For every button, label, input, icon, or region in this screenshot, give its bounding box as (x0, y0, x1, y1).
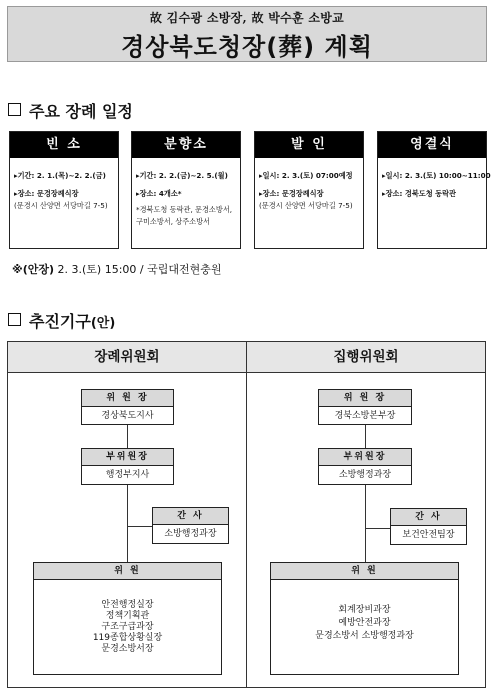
checkbox-square-icon (8, 313, 21, 326)
committee-title-right: 집행위원회 (247, 342, 485, 373)
card-title: 분향소 (132, 132, 240, 158)
member-name: 안전행정실장 (101, 600, 154, 610)
left-vice-chair-box (81, 448, 174, 485)
note-text: 2. 3.(토) 15:00 / 국립대전현충원 (54, 263, 222, 276)
card-line: ▸기간: 2. 2.(금)~2. 5.(월) (136, 171, 228, 180)
connector-line (365, 484, 366, 568)
role-name: 경북소방본부장 (334, 411, 396, 421)
card-line: ▸기간: 2. 1.(목)~2. 2.(금) (14, 171, 106, 180)
member-name: 문경소방서 소방행정과장 (315, 631, 414, 641)
schedule-card-binso (9, 131, 119, 249)
card-line: ▸장소: 문경장례식장 (259, 189, 324, 198)
card-line: *경북도청 동락관, 문경소방서, (136, 205, 233, 214)
member-list (34, 580, 221, 655)
right-secretary-box (390, 508, 467, 545)
role-label: 위 원 (271, 563, 458, 580)
right-members-box (270, 562, 459, 675)
role-label: 위 원 (34, 563, 221, 580)
schedule-card-departure (254, 131, 364, 249)
member-list (271, 580, 458, 643)
card-line: (문경시 산양면 서당마길 7-5) (14, 201, 108, 210)
connector-line (365, 424, 366, 448)
document-title: 경상북도청장(葬) 계획 (121, 33, 373, 61)
schedule-card-memorial (131, 131, 241, 249)
role-label: 부위원장 (319, 449, 411, 466)
role-name: 경상북도지사 (101, 411, 154, 421)
card-title: 빈 소 (10, 132, 118, 158)
member-name: 문경소방서장 (101, 644, 154, 654)
member-name: 119종합상황실장 (92, 633, 163, 643)
card-line: ▸일시: 2. 3.(토) 07:00예정 (259, 171, 353, 180)
left-members-box (33, 562, 222, 675)
left-secretary-box (152, 507, 229, 544)
role-name: 소방행정과장 (338, 470, 392, 480)
burial-note (12, 261, 222, 277)
card-line: ▸일시: 2. 3.(토) 10:00~11:00 (382, 171, 491, 180)
connector-line (127, 526, 153, 527)
section-title-suffix: (안) (90, 316, 116, 331)
card-line: ▸장소: 경북도청 동락관 (382, 189, 456, 198)
note-label: ※(안장) (12, 263, 55, 276)
member-name: 예방안전과장 (338, 618, 391, 628)
header-subtitle: 故 김수광 소방장, 故 박수훈 소방교 (149, 11, 345, 25)
checkbox-square-icon (8, 103, 21, 116)
section-heading-schedule (8, 99, 133, 122)
role-label: 간 사 (391, 509, 466, 526)
card-line: ▸장소: 4개소* (136, 189, 182, 198)
org-chart (7, 341, 486, 688)
document-header (7, 6, 487, 62)
role-label: 위 원 장 (319, 390, 411, 407)
committee-title-left: 장례위원회 (8, 342, 246, 373)
role-label: 간 사 (153, 508, 228, 525)
role-name: 소방행정과장 (164, 529, 217, 539)
left-chair-box (81, 389, 174, 425)
connector-line (127, 424, 128, 448)
card-line: 구미소방서, 상주소방서 (136, 217, 211, 226)
role-name: 보건안전팀장 (402, 530, 455, 540)
section-title: 주요 장례 일정 (29, 102, 133, 121)
column-divider (246, 342, 247, 687)
connector-line (365, 528, 391, 529)
card-line: (문경시 산양면 서당마길 7-5) (259, 201, 353, 210)
member-name: 정책기획관 (105, 611, 150, 621)
card-line: ▸장소: 문경장례식장 (14, 189, 79, 198)
right-vice-chair-box (318, 448, 412, 485)
section-title: 추진기구 (29, 312, 91, 331)
card-title: 발 인 (255, 132, 363, 158)
section-heading-organization (8, 309, 115, 332)
member-name: 회계장비과장 (338, 605, 391, 615)
role-label: 위 원 장 (82, 390, 173, 407)
member-name: 구조구급과장 (101, 622, 154, 632)
role-name: 행정부지사 (105, 470, 150, 480)
right-chair-box (318, 389, 412, 425)
schedule-card-funeral (377, 131, 491, 249)
card-title: 영결식 (378, 132, 486, 158)
role-label: 부위원장 (82, 449, 173, 466)
